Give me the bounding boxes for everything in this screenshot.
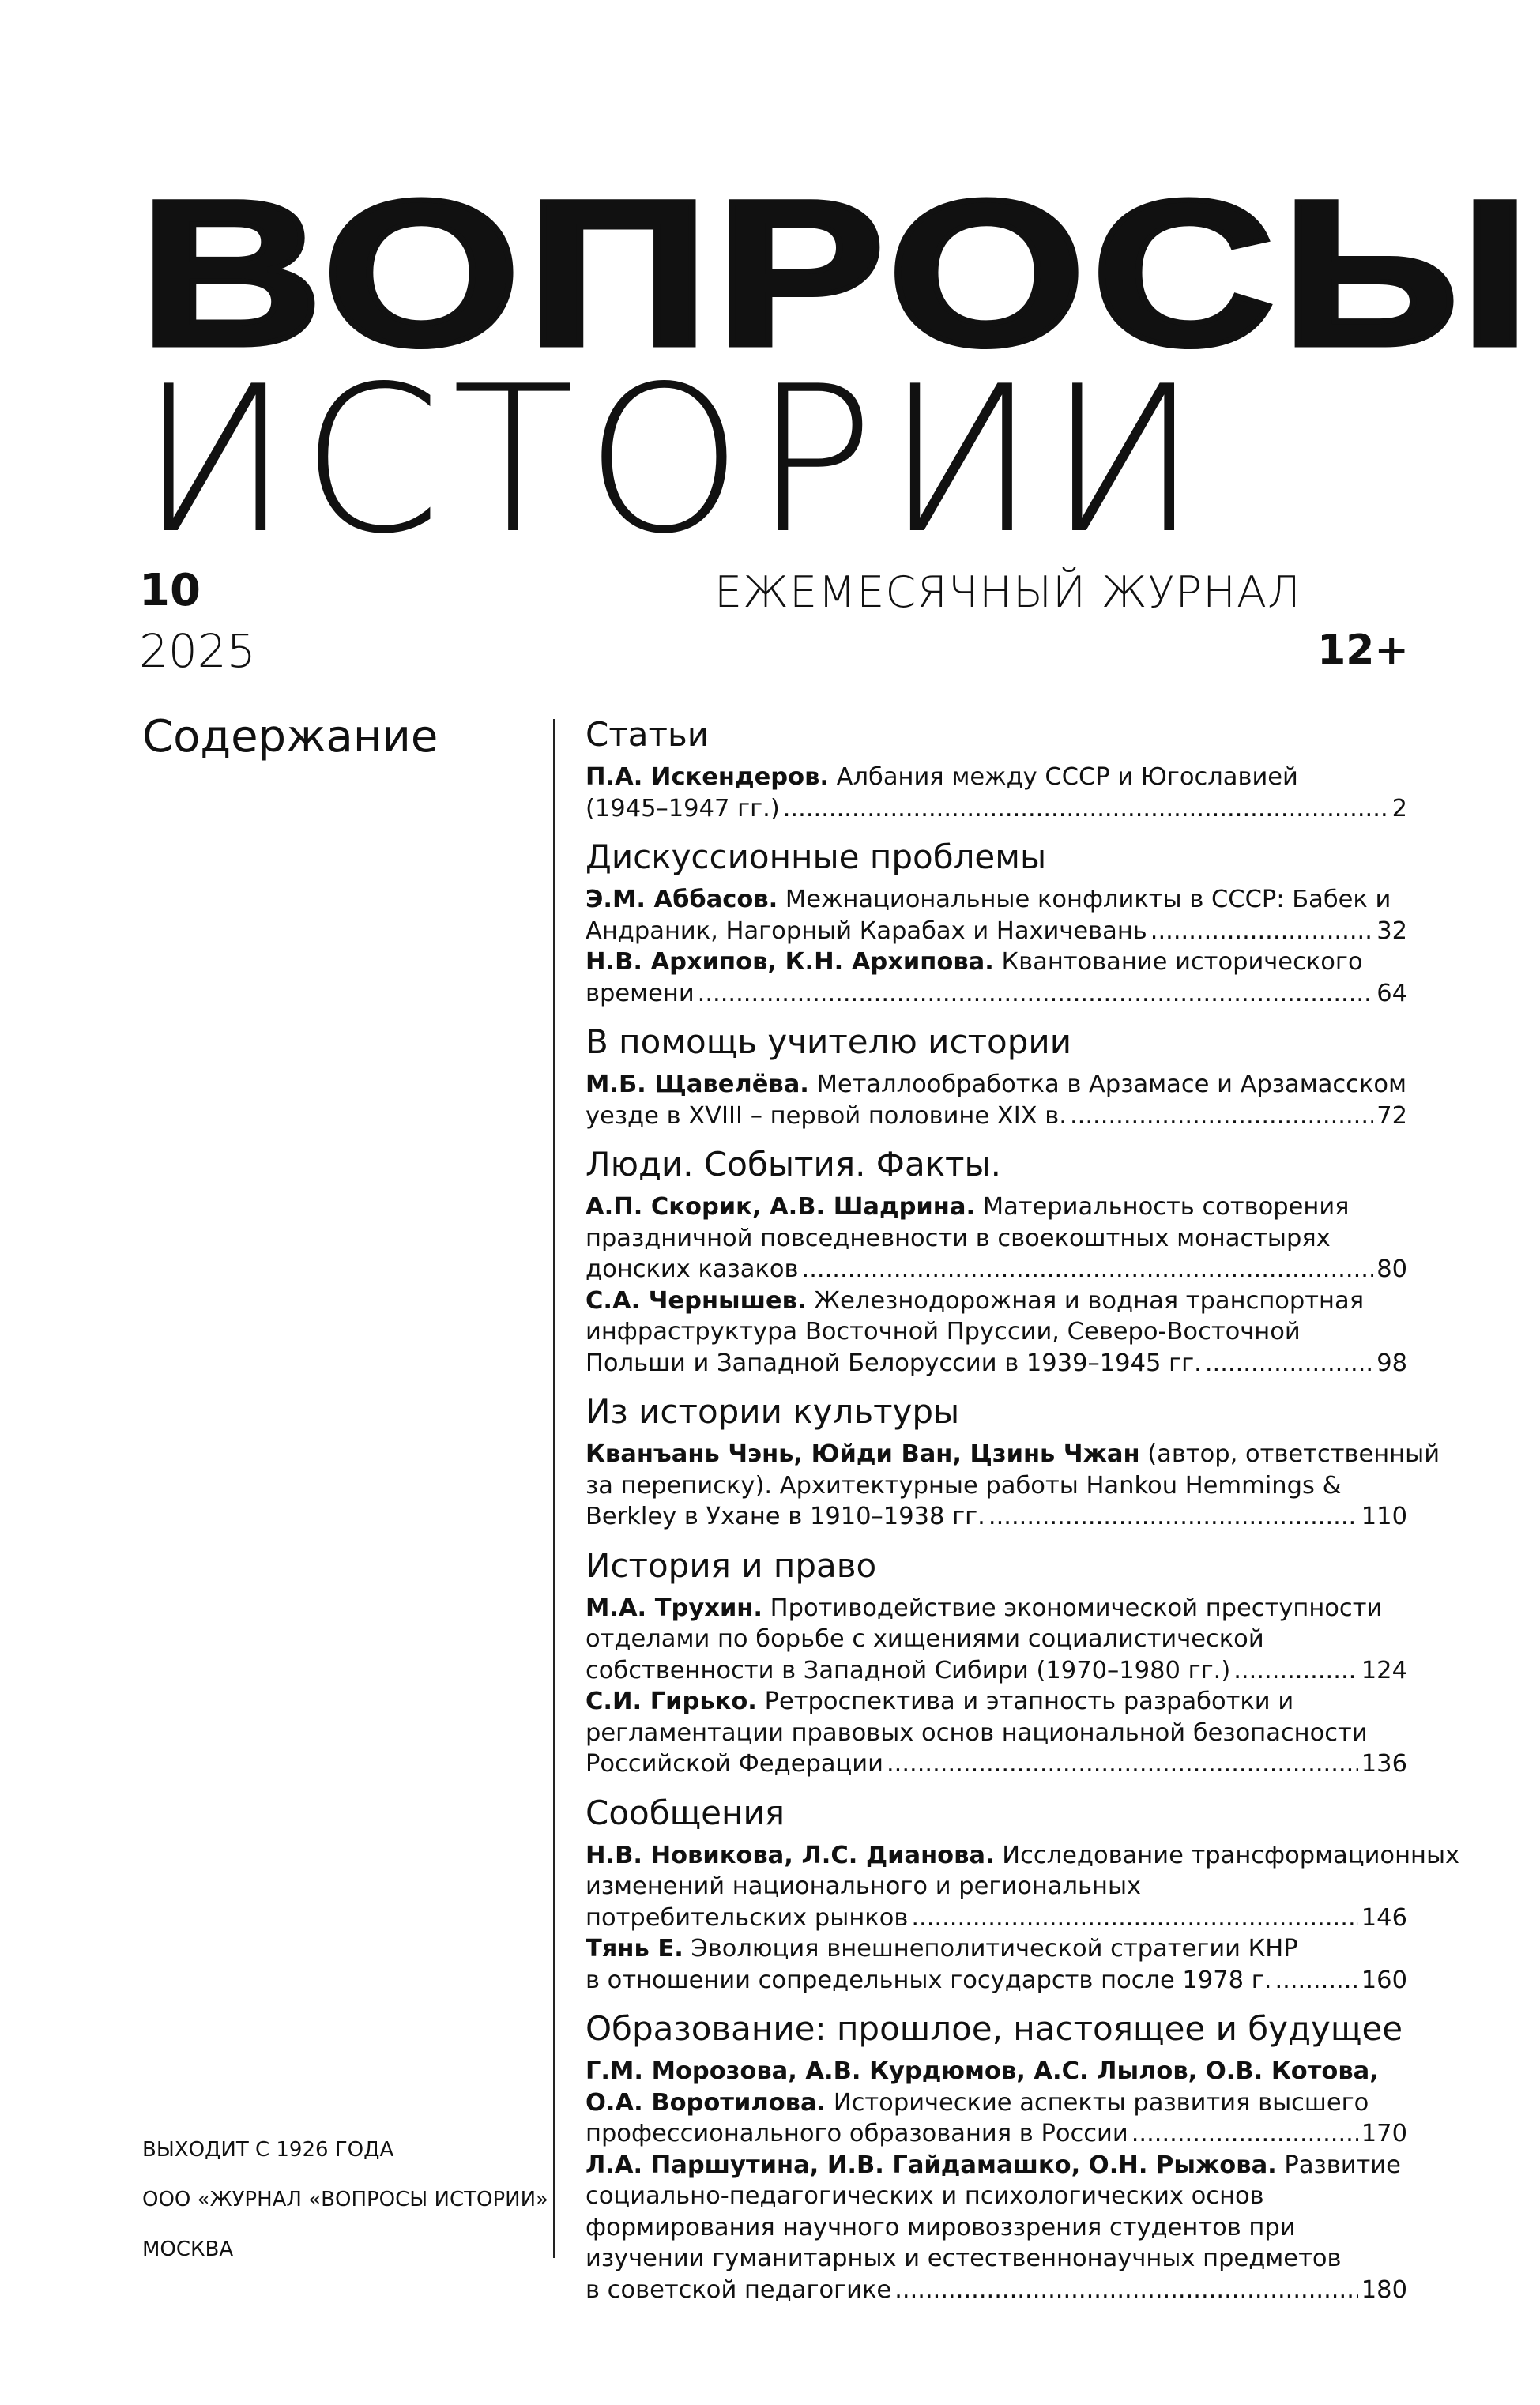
entry-authors: Л.А. Паршутина, И.В. Гайдамашко, О.Н. Рыжова. bbox=[586, 2151, 1277, 2179]
entry-authors: С.И. Гирько. bbox=[586, 1688, 757, 1715]
dot-leader bbox=[783, 793, 1389, 825]
section-title: История и право bbox=[586, 1545, 877, 1585]
entry-title-text: изучении гуманитарных и естественнонаучных предметов bbox=[586, 2245, 1342, 2272]
page-number: 80 bbox=[1376, 1255, 1407, 1283]
page-number: 146 bbox=[1361, 1903, 1407, 1932]
page-number: 136 bbox=[1361, 1750, 1407, 1778]
entry-authors: М.Б. Щавелёва. bbox=[586, 1071, 809, 1098]
section-title: Образование: прошлое, настоящее и будущее bbox=[586, 2009, 1403, 2048]
dot-leader bbox=[988, 1501, 1358, 1533]
page-number: 64 bbox=[1376, 979, 1407, 1007]
dot-leader bbox=[894, 2275, 1358, 2306]
entry-title-text: Исследование трансформационных bbox=[994, 1841, 1460, 1869]
toc-section bbox=[586, 1142, 1407, 1379]
toc-entry[interactable] bbox=[586, 1933, 1407, 1996]
entry-title-text: Ретроспектива и этапность разработки и bbox=[756, 1688, 1294, 1715]
section-title: Статьи bbox=[586, 715, 710, 754]
entry-title-text: Межнациональные конфликты в СССР: Бабек и bbox=[778, 886, 1391, 913]
age-rating: 12+ bbox=[1317, 627, 1409, 674]
toc-entry[interactable] bbox=[586, 1439, 1440, 1533]
entry-title-text: Металлообработка в Арзамасе и Арзамасском bbox=[808, 1071, 1407, 1098]
entry-title-text: Андраник, Нагорный Карабах и Нахичевань bbox=[586, 916, 1147, 945]
issue-number: 10 bbox=[139, 565, 201, 616]
entry-title-text: инфраструктура Восточной Пруссии, Северо-Восточной bbox=[586, 1318, 1301, 1346]
dot-leader bbox=[1233, 1655, 1358, 1687]
page-number: 32 bbox=[1376, 916, 1407, 945]
section-title: Люди. События. Факты. bbox=[586, 1145, 1002, 1184]
dot-leader bbox=[698, 978, 1374, 1010]
entry-title-text: (автор, ответственный bbox=[1139, 1440, 1440, 1468]
section-title: В помощь учителю истории bbox=[586, 1022, 1071, 1061]
entry-title-text: собственности в Западной Сибири (1970–1980 гг.) bbox=[586, 1656, 1231, 1684]
entry-title-text: времени bbox=[586, 979, 695, 1007]
entry-title-text: Материальность сотворения bbox=[975, 1193, 1350, 1221]
toc-entry[interactable] bbox=[586, 2150, 1407, 2306]
entry-authors: Г.М. Морозова, А.В. Курдюмов, А.С. Лылов, О.В. Котова, bbox=[586, 2057, 1379, 2085]
entry-title-text: Эволюция внешнеполитической стратегии КНР bbox=[683, 1935, 1298, 1963]
entry-authors: П.А. Искендеров. bbox=[586, 763, 829, 791]
dot-leader bbox=[1275, 1965, 1357, 1997]
dot-leader bbox=[802, 1254, 1374, 1285]
dot-leader bbox=[911, 1903, 1357, 1934]
section-title: Из истории культуры bbox=[586, 1392, 960, 1431]
toc-section bbox=[586, 1020, 1407, 1131]
entry-title-text: потребительских рынков bbox=[586, 1903, 909, 1932]
entry-title-text: (1945–1947 гг.) bbox=[586, 794, 780, 822]
publisher-city: МОСКВА bbox=[142, 2238, 234, 2261]
toc-section bbox=[586, 835, 1407, 1009]
dot-leader bbox=[1205, 1348, 1373, 1379]
page-number: 170 bbox=[1361, 2120, 1407, 2147]
entry-authors: Кванъань Чэнь, Юйди Ван, Цзинь Чжан bbox=[586, 1440, 1140, 1468]
entry-title-text: в отношении сопредельных государств после 1978 г. bbox=[586, 1966, 1272, 1994]
entry-title-text: отделами по борьбе с хищениями социалистической bbox=[586, 1625, 1264, 1653]
column-divider bbox=[553, 719, 555, 2258]
entry-authors: А.П. Скорик, А.В. Шадрина. bbox=[586, 1193, 976, 1221]
entry-title-text: Квантование исторического bbox=[993, 948, 1363, 976]
publisher-info bbox=[142, 2138, 548, 2287]
entry-authors: Тянь Е. bbox=[586, 1935, 683, 1963]
entry-title-text: за переписку). Архитектурные работы Hankou Hemmings & bbox=[586, 1471, 1342, 1500]
toc-section bbox=[586, 2007, 1407, 2305]
page-number: 98 bbox=[1376, 1349, 1407, 1377]
toc-section bbox=[586, 1544, 1407, 1780]
page-number: 180 bbox=[1361, 2275, 1407, 2304]
entry-title-text: Российской Федерации bbox=[586, 1750, 883, 1778]
toc-entry[interactable] bbox=[586, 1285, 1407, 1379]
page-number: 160 bbox=[1361, 1966, 1407, 1994]
page-number: 2 bbox=[1391, 794, 1407, 822]
table-of-contents bbox=[586, 713, 1460, 2317]
entry-authors: Н.В. Новикова, Л.С. Дианова. bbox=[586, 1841, 995, 1869]
page-number: 110 bbox=[1361, 1503, 1407, 1530]
entry-authors: М.А. Трухин. bbox=[586, 1594, 762, 1622]
magazine-title-line1: ВОПРОСЫ bbox=[139, 157, 1537, 389]
entry-title-text: Исторические аспекты развития высшего bbox=[826, 2088, 1369, 2117]
entry-title-text: регламентации правовых основ национальной безопасности bbox=[586, 1718, 1368, 1747]
entry-title-text: профессионального образования в России bbox=[586, 2120, 1128, 2147]
toc-entry[interactable] bbox=[586, 1069, 1407, 1131]
dot-leader bbox=[1070, 1101, 1373, 1132]
entry-title-text: Развитие bbox=[1276, 2151, 1401, 2179]
entry-title-text: донских казаков bbox=[586, 1255, 799, 1283]
section-title: Дискуссионные проблемы bbox=[586, 837, 1047, 876]
toc-entry[interactable] bbox=[586, 1593, 1407, 1687]
entry-authors: Э.М. Аббасов. bbox=[586, 886, 778, 913]
page-number: 124 bbox=[1361, 1656, 1407, 1684]
entry-title-text: в советской педагогике bbox=[586, 2275, 892, 2304]
toc-entry[interactable] bbox=[586, 1840, 1460, 1934]
founded-note: ВЫХОДИТ С 1926 ГОДА bbox=[142, 2138, 394, 2162]
entry-title-text: уезде в XVIII – первой половине XIX в. bbox=[586, 1101, 1067, 1130]
toc-entry[interactable] bbox=[586, 947, 1407, 1009]
toc-section bbox=[586, 1791, 1460, 1997]
dot-leader bbox=[1131, 2118, 1358, 2150]
toc-entry[interactable] bbox=[586, 884, 1407, 947]
magazine-subtitle: ЕЖЕМЕСЯЧНЫЙ ЖУРНАЛ bbox=[714, 567, 1301, 617]
entry-title-text: формирования научного мировоззрения студентов при bbox=[586, 2213, 1296, 2241]
toc-section bbox=[586, 713, 1407, 824]
issue-year: 2025 bbox=[139, 624, 256, 678]
dot-leader bbox=[1150, 916, 1373, 947]
magazine-title-line2: ИСТОРИИ bbox=[139, 343, 1211, 578]
toc-section bbox=[586, 1390, 1440, 1533]
section-title: Сообщения bbox=[586, 1793, 785, 1832]
toc-entry[interactable] bbox=[586, 2056, 1407, 2150]
toc-entry[interactable] bbox=[586, 1191, 1407, 1285]
entry-title-text: праздничной повседневности в своекоштных монастырях bbox=[586, 1224, 1331, 1252]
entry-authors: С.А. Чернышев. bbox=[586, 1286, 807, 1315]
toc-entry[interactable] bbox=[586, 762, 1407, 824]
toc-entry[interactable] bbox=[586, 1686, 1407, 1780]
entry-title-text: Железнодорожная и водная транспортная bbox=[806, 1286, 1365, 1315]
entry-title-text: изменений национального и региональных bbox=[586, 1872, 1142, 1900]
page-number: 72 bbox=[1376, 1101, 1407, 1130]
entry-authors: О.А. Воротилова. bbox=[586, 2088, 826, 2117]
entry-title-text: Албания между СССР и Югославией bbox=[828, 763, 1298, 791]
entry-title-text: социально-педагогических и психологических основ bbox=[586, 2182, 1264, 2210]
entry-title-text: Berkley в Ухане в 1910–1938 гг. bbox=[586, 1503, 985, 1530]
entry-title-text: Противодействие экономической преступности bbox=[762, 1594, 1383, 1622]
publisher-name: ООО «ЖУРНАЛ «ВОПРОСЫ ИСТОРИИ» bbox=[142, 2188, 548, 2211]
dot-leader bbox=[887, 1748, 1358, 1780]
contents-heading: Содержание bbox=[142, 711, 439, 762]
entry-title-text: Польши и Западной Белоруссии в 1939–1945 гг. bbox=[586, 1349, 1202, 1377]
entry-authors: Н.В. Архипов, К.Н. Архипова. bbox=[586, 948, 994, 976]
